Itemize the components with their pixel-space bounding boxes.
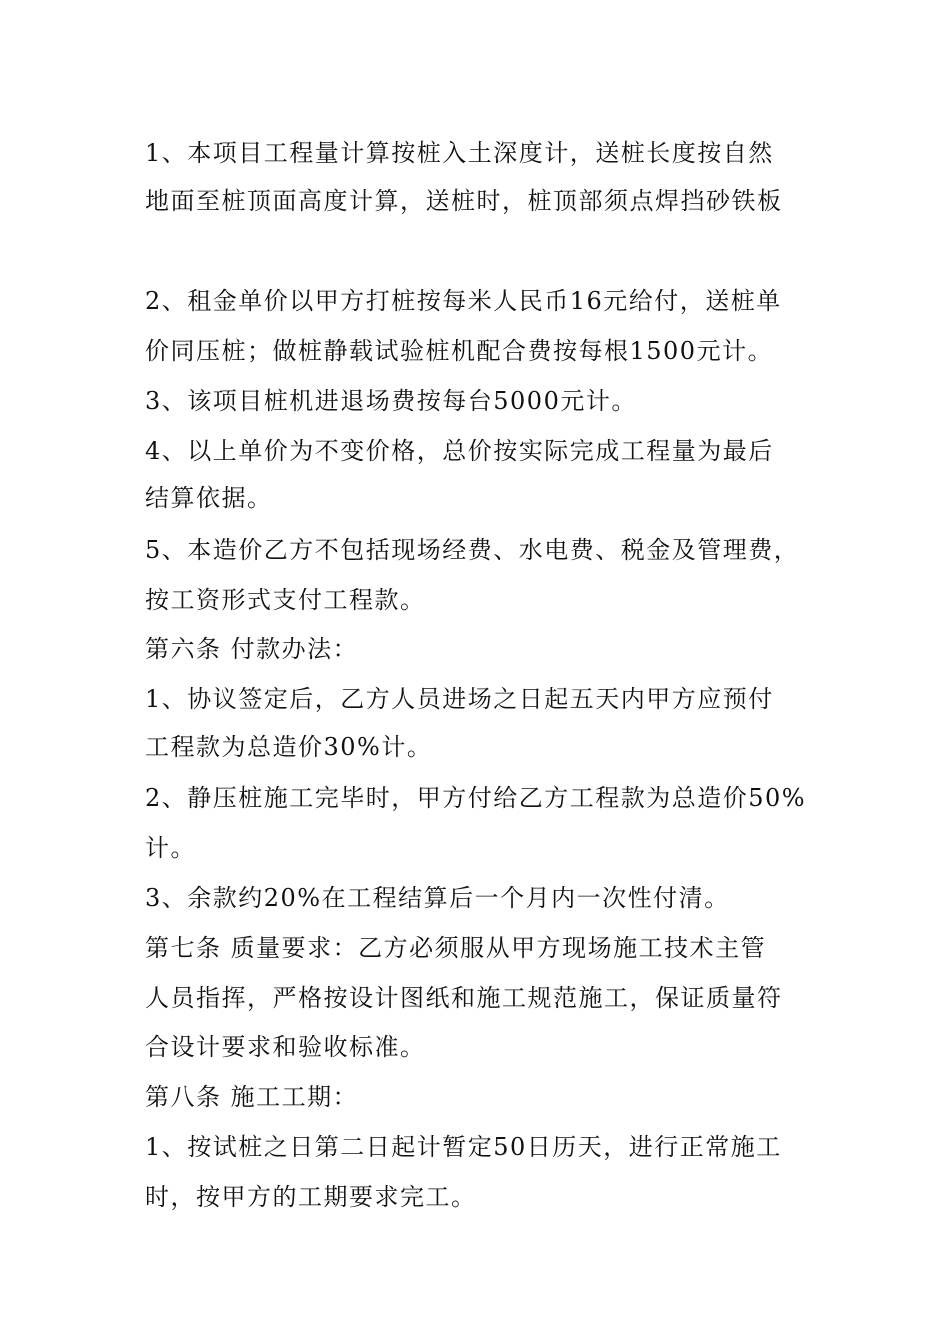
clause-8-1-line-1: 1、按试桩之日第二日起计暂定50日历天，进行正常施工: [145, 1133, 782, 1161]
clause-5-2-line-2: 价同压桩；做桩静载试验桩机配合费按每根1500元计。: [145, 337, 774, 365]
article-7-line-1: 第七条 质量要求：乙方必须服从甲方现场施工技术主管: [145, 934, 767, 962]
clause-6-1-line-1: 1、协议签定后，乙方人员进场之日起五天内甲方应预付: [145, 685, 774, 713]
article-7-line-3: 合设计要求和验收标准。: [145, 1033, 426, 1061]
clause-5-3-line-1: 3、该项目桩机进退场费按每台5000元计。: [145, 387, 637, 415]
clause-5-1-line-1: 1、本项目工程量计算按桩入土深度计，送桩长度按自然: [145, 139, 774, 167]
article-6-heading: 第六条 付款办法：: [145, 635, 359, 663]
clause-5-5-line-2: 按工资形式支付工程款。: [145, 586, 426, 614]
clause-5-5-line-1: 5、本造价乙方不包括现场经费、水电费、税金及管理费，: [145, 536, 800, 564]
clause-5-2-line-1: 2、租金单价以甲方打桩按每米人民币16元给付，送桩单: [145, 287, 782, 315]
clause-5-4-line-1: 4、以上单价为不变价格，总价按实际完成工程量为最后: [145, 437, 774, 465]
clause-6-2-line-2: 计。: [145, 834, 196, 862]
clause-6-2-line-1: 2、静压桩施工完毕时，甲方付给乙方工程款为总造价50%: [145, 784, 807, 812]
article-8-heading: 第八条 施工工期：: [145, 1083, 359, 1111]
article-7-line-2: 人员指挥，严格按设计图纸和施工规范施工，保证质量符: [145, 984, 783, 1012]
clause-5-4-line-2: 结算依据。: [145, 484, 273, 512]
clause-5-1-line-2: 地面至桩顶面高度计算，送桩时，桩顶部须点焊挡砂铁板: [145, 187, 783, 215]
clause-6-1-line-2: 工程款为总造价30%计。: [145, 733, 433, 761]
clause-8-1-line-2: 时，按甲方的工期要求完工。: [145, 1183, 477, 1211]
clause-6-3-line-1: 3、余款约20%在工程结算后一个月内一次性付清。: [145, 884, 730, 912]
